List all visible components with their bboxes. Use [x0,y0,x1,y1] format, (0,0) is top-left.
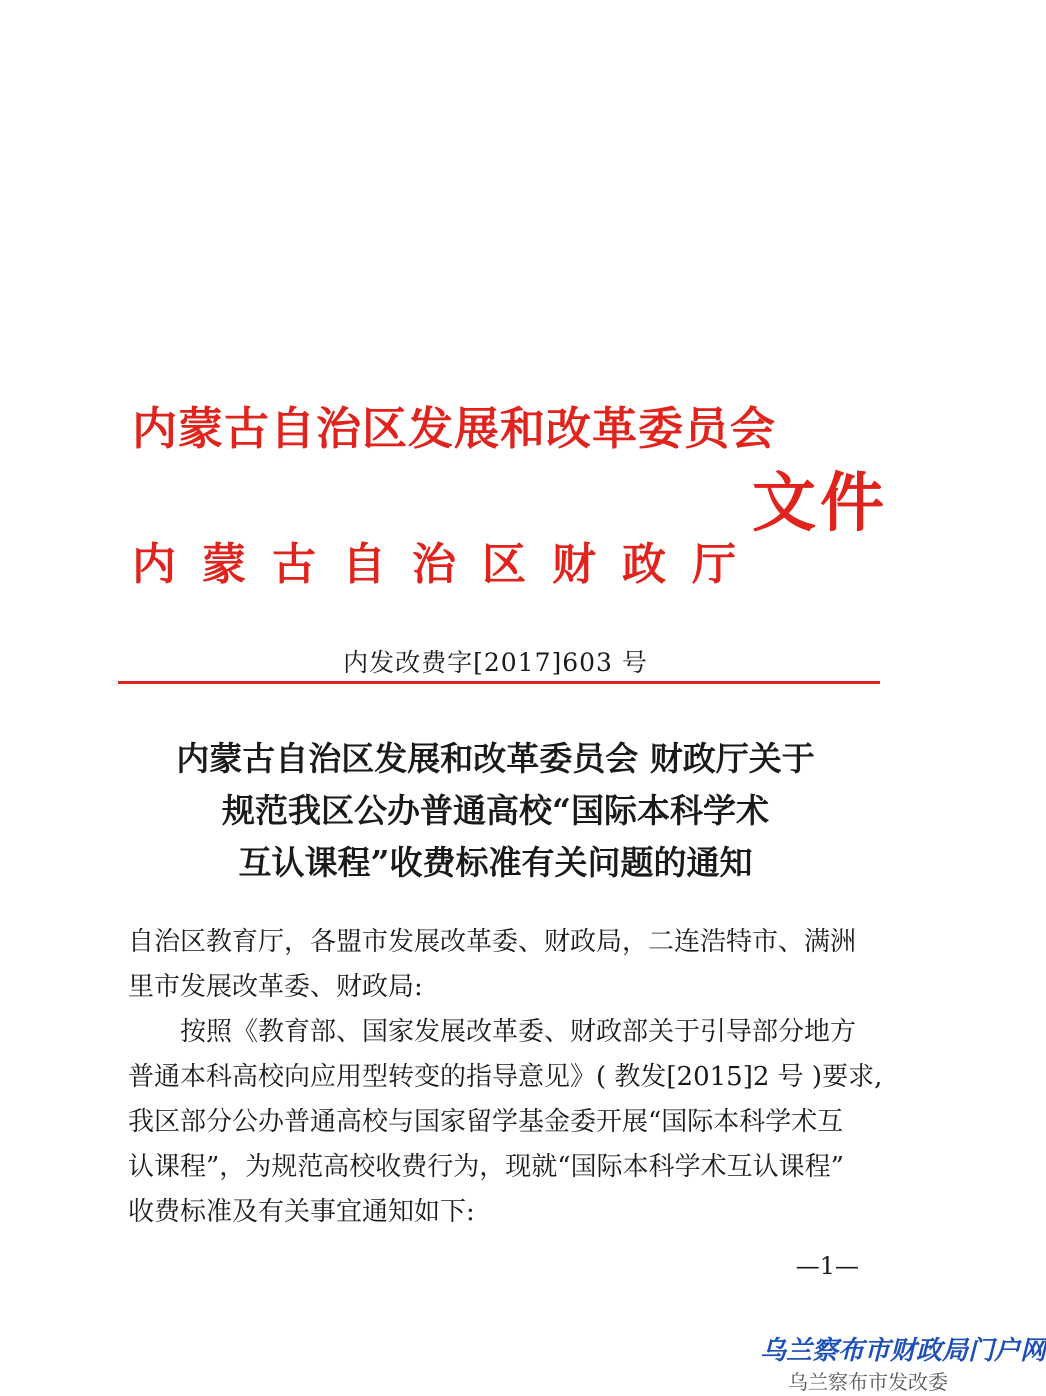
title-line: 互认课程”收费标准有关问题的通知 [238,843,753,882]
red-divider [118,681,880,684]
doc-number: 内发改费字[2017]603 号 [343,648,648,677]
doc-type-label: 文件 [752,466,888,541]
title-line: 规范我区公办普通高校“国际本科学术 [222,791,769,830]
paragraph-line: 认课程”，为规范高校收费行为，现就“国际本科学术互认课程” [128,1152,844,1182]
paragraph-line: 我区部分公办普通高校与国家留学基金委开展“国际本科学术互 [128,1107,844,1137]
site-watermark [760,1330,1046,1396]
issuer-ndrc: 内蒙古自治区发展和改革委员会 [132,402,777,455]
paragraph-line: 按照《教育部、国家发展改革委、财政部关于引导部分地方 [180,1017,857,1047]
watermark-sub: 乌兰察布市发改委 [788,1370,948,1394]
title-line: 内蒙古自治区发展和改革委员会 财政厅关于 [176,739,815,778]
recipients-line: 里市发展改革委、财政局: [128,972,423,1002]
page-number: —1— [795,1252,859,1280]
watermark-main: 乌兰察布市财政局门户网 [760,1336,1046,1366]
issuer-finance: 内蒙古自治区财政厅 [132,539,762,590]
recipients-line: 自治区教育厅，各盟市发展改革委、财政局，二连浩特市、满洲 [128,927,857,957]
document-body [128,920,883,1235]
paragraph-line: 普通本科高校向应用型转变的指导意见》( 教发[2015]2 号 )要求, [128,1062,883,1092]
paragraph-line: 收费标准及有关事宜通知如下: [128,1197,475,1227]
document-title [0,733,991,889]
